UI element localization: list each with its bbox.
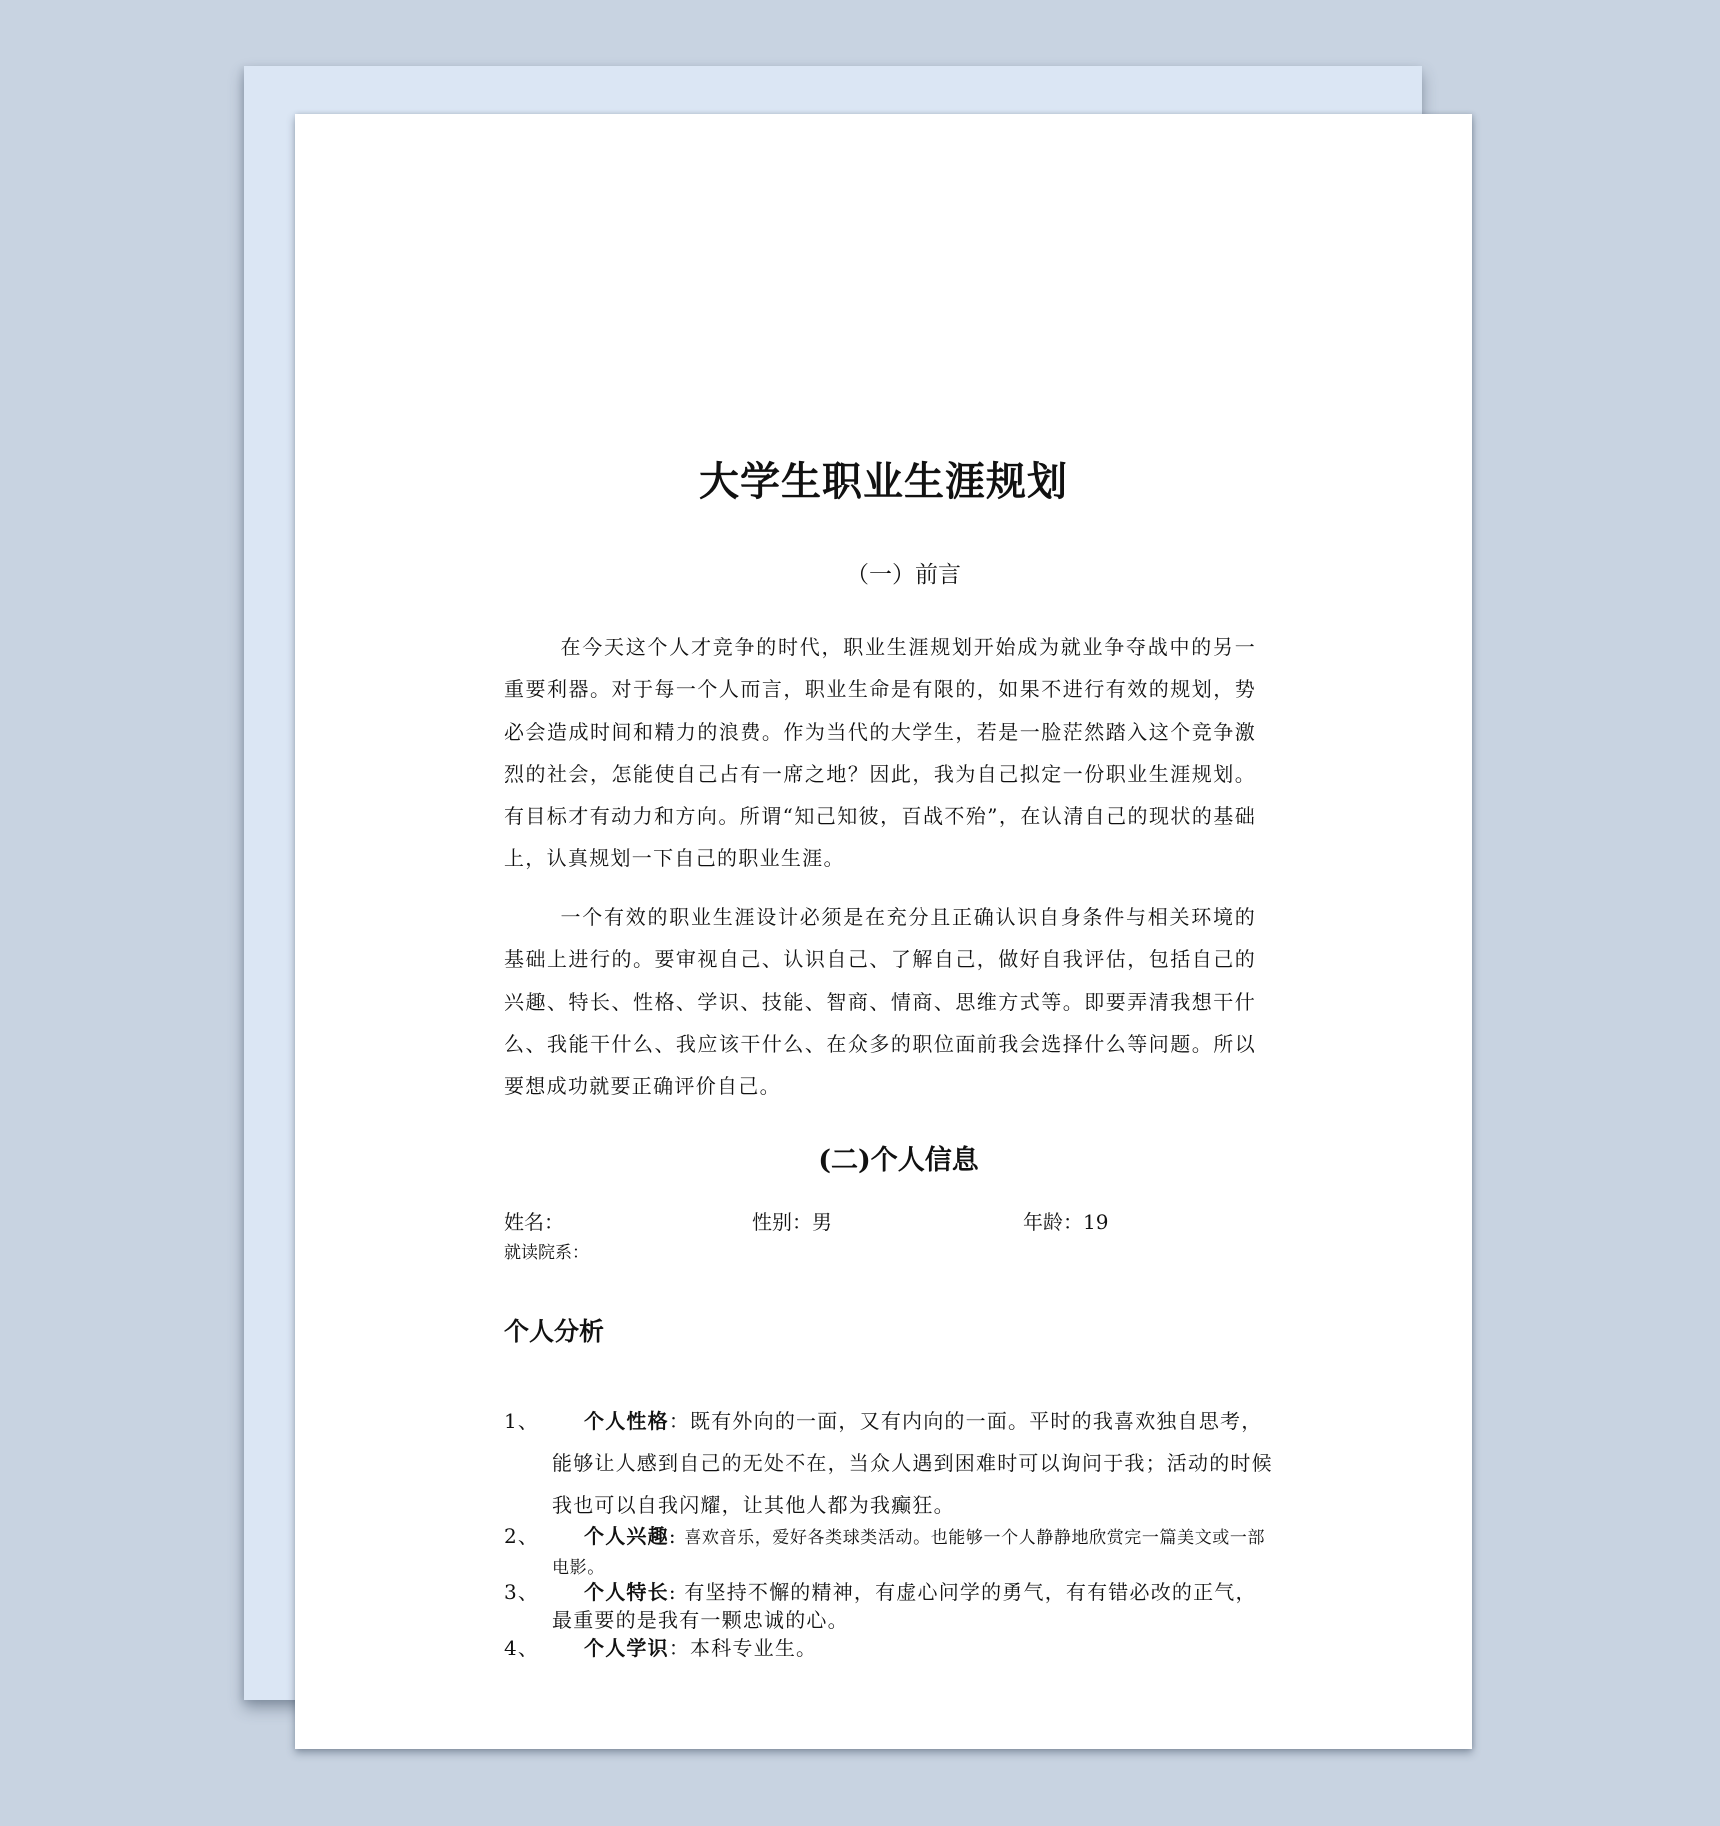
item-text: 既有外向的一面，又有内向的一面。平时的我喜欢独自思考，能够让人感到自己的无处不在，当众人遇到困难时可以询问于我；活动的时候我也可以自我闪耀，让其他人都为我癫狂。 [552,1409,1273,1517]
section-heading-personal-info: (二)个人信息 [818,1145,979,1176]
item-label: 个人性格 [584,1409,669,1433]
list-number: 2、 [504,1524,540,1548]
preface-paragraph-1 [504,626,1256,880]
item-label: 个人兴趣 [584,1524,669,1548]
analysis-heading: 个人分析 [504,1317,605,1346]
item-text: 本科专业生。 [690,1636,818,1660]
item-text: 有坚持不懈的精神，有虚心问学的勇气，有有错必改的正气，最重要的是我有一颗忠诚的心。 [552,1580,1257,1632]
paragraph-text: 一个有效的职业生涯设计必须是在充分且正确认识自身条件与相关环境的基础上进行的。要审视自己、认识自己、了解自己，做好自我评估，包括自己的兴趣、特长、性格、学识、技能、智商、情商、思维方式等。即要弄清我想干什么、我能干什么、我应该干什么、在众多的职位面前我会选择什么等问题。所以要想成功就要正确评价自己。 [504,905,1256,1099]
item-label: 个人学识 [584,1636,669,1660]
item-text: 喜欢音乐，爱好各类球类活动。也能够一个人静静地欣赏完一篇美文或一部电影。 [552,1528,1266,1578]
list-number: 3、 [504,1580,540,1604]
department-label: 就读院系： [504,1243,589,1263]
item-separator: ： [668,1636,691,1660]
document-title: 大学生职业生涯规划 [699,458,1068,505]
section-heading-preface: （一）前言 [846,562,961,588]
name-label: 姓名： [504,1210,564,1234]
age-label: 年龄：19 [1023,1210,1109,1234]
item-separator: ： [668,1409,691,1433]
list-number: 1、 [504,1409,540,1433]
personal-info-row [504,1206,1304,1234]
item-separator: : [668,1524,685,1548]
item-label: 个人特长 [584,1580,669,1604]
document-page [295,114,1472,1749]
item-separator: : [668,1580,685,1604]
list-number: 4、 [504,1636,540,1660]
gender-label: 性别：男 [752,1210,832,1234]
paragraph-text: 在今天这个人才竞争的时代，职业生涯规划开始成为就业争夺战中的另一重要利器。对于每一个人而言，职业生命是有限的，如果不进行有效的规划，势必会造成时间和精力的浪费。作为当代的大学生，若是一脸茫然踏入这个竞争激烈的社会，怎能使自己占有一席之地？因此，我为自己拟定一份职业生涯规划。有目标才有动力和方向。所谓“知己知彼，百战不殆”，在认清自己的现状的基础上，认真规划一下自己的职业生涯。 [504,635,1256,871]
preface-paragraph-2 [504,896,1256,1107]
